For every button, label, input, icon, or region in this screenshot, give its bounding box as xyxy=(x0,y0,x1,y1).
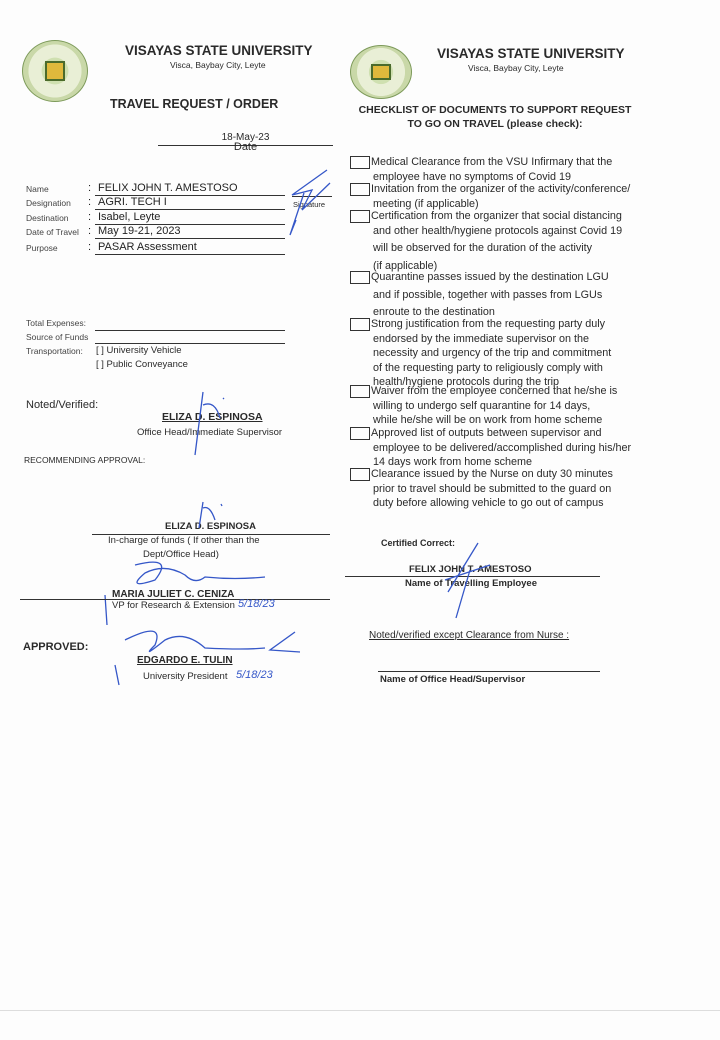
employee-signature xyxy=(440,540,500,620)
field-colon: : xyxy=(88,211,92,223)
checklist-item-text: enroute to the destination xyxy=(373,306,495,318)
checklist-item-text: Quarantine passes issued by the destination LGU xyxy=(371,271,609,283)
checklist-checkbox[interactable] xyxy=(350,183,370,196)
vp-sign-date: 5/18/23 xyxy=(238,598,275,610)
checklist-item-text: of the requesting party to religiously comply with xyxy=(373,361,603,374)
field-colon: : xyxy=(88,182,92,194)
field-label: Date of Travel xyxy=(26,227,79,237)
president-title: University President xyxy=(143,671,228,682)
signature-label: Signature xyxy=(293,200,326,209)
total-expenses-label: Total Expenses: xyxy=(26,318,87,328)
checklist-item-text: employee to be delivered/accomplished during his/her xyxy=(373,441,632,454)
noted-verified-label: Noted/Verified: xyxy=(26,399,99,411)
field-value: PASAR Assessment xyxy=(98,241,197,253)
university-address-right: Visca, Baybay City, Leyte xyxy=(468,63,564,73)
checklist-item-text: necessity and urgency of the trip and commitment xyxy=(373,347,612,359)
president-sign-date: 5/18/23 xyxy=(236,669,273,681)
form-title: TRAVEL REQUEST / ORDER xyxy=(110,97,279,111)
university-address: Visca, Baybay City, Leyte xyxy=(170,60,266,70)
checklist-item-text: 14 days work from home scheme xyxy=(373,456,533,468)
checklist-item-text: while he/she will be on work from home scheme xyxy=(373,414,603,426)
checklist-item-text: meeting (if applicable) xyxy=(373,197,479,210)
university-seal-logo-right xyxy=(350,45,412,99)
checklist-checkbox[interactable] xyxy=(350,385,370,398)
president-name: EDGARDO E. TULIN xyxy=(137,655,233,666)
field-label: Designation xyxy=(26,198,71,208)
checklist-item-text: will be observed for the duration of the activity xyxy=(373,242,593,254)
checklist-checkbox[interactable] xyxy=(350,468,370,481)
checklist-item-text: Strong justification from the requesting party duly xyxy=(371,318,606,330)
supervisor-title: Office Head/Immediate Supervisor xyxy=(137,427,283,438)
certified-correct-label: Certified Correct: xyxy=(381,538,456,548)
employee-caption: Name of Travelling Employee xyxy=(405,578,537,589)
vp-title: VP for Research & Extension xyxy=(112,600,235,611)
checklist-checkbox[interactable] xyxy=(350,210,370,223)
date-label: Date xyxy=(233,141,258,153)
approved-label: APPROVED: xyxy=(23,641,89,653)
vp-name: MARIA JULIET C. CENIZA xyxy=(112,589,235,600)
option-university-vehicle[interactable]: [ ] University Vehicle xyxy=(96,345,182,356)
funds-incharge-title-1: In-charge of funds ( If other than the xyxy=(108,535,260,546)
date-value: 18-May-23 xyxy=(221,132,270,143)
field-colon: : xyxy=(88,241,92,253)
employee-name: FELIX JOHN T. AMESTOSO xyxy=(409,564,532,575)
checklist-checkbox[interactable] xyxy=(350,156,370,169)
university-name-right: VISAYAS STATE UNIVERSITY xyxy=(437,46,625,61)
checklist-item-text: Certification from the organizer that social distancing xyxy=(371,210,622,222)
university-name: VISAYAS STATE UNIVERSITY xyxy=(125,43,313,58)
option-public-conveyance[interactable]: [ ] Public Conveyance xyxy=(96,359,188,370)
field-label: Name xyxy=(26,184,49,194)
office-head-caption: Name of Office Head/Supervisor xyxy=(380,674,526,685)
supervisor-name: ELIZA D. ESPINOSA xyxy=(162,411,263,423)
applicant-signature xyxy=(282,165,332,240)
checklist-checkbox[interactable] xyxy=(350,427,370,440)
field-value: Isabel, Leyte xyxy=(98,211,161,223)
field-label: Destination xyxy=(26,213,69,223)
checklist-item-text: duty before allowing vehicle to go out of campus xyxy=(373,497,604,509)
checklist-title-2: TO GO ON TRAVEL (please check): xyxy=(407,118,583,130)
checklist-item-text: Approved list of outputs between supervisor and xyxy=(371,427,602,439)
funds-incharge-title-2: Dept/Office Head) xyxy=(143,549,219,560)
field-value: FELIX JOHN T. AMESTOSO xyxy=(98,182,238,194)
nurse-clearance-note: Noted/verified except Clearance from Nurse : xyxy=(369,630,570,641)
source-of-funds-label: Source of Funds xyxy=(26,332,89,342)
field-colon: : xyxy=(88,196,92,208)
checklist-item-text: Waiver from the employee concerned that he/she is xyxy=(371,385,618,397)
checklist-item-text: Clearance issued by the Nurse on duty 30 minutes xyxy=(371,468,613,480)
field-label: Purpose xyxy=(26,243,58,253)
checklist-checkbox[interactable] xyxy=(350,271,370,284)
checklist-item-text: employee have no symptoms of Covid 19 xyxy=(373,170,572,183)
university-seal-logo xyxy=(22,40,88,102)
field-colon: : xyxy=(88,225,92,237)
field-value: May 19-21, 2023 xyxy=(98,225,181,237)
checklist-item-text: Medical Clearance from the VSU Infirmary that the xyxy=(371,156,613,168)
checklist-item-text: endorsed by the immediate supervisor on the xyxy=(373,332,590,345)
supervisor-signature xyxy=(190,390,230,460)
checklist-item-text: and other health/hygiene protocols against Covid 19 xyxy=(373,224,623,237)
checklist-item-text: health/hygiene protocols during the trip xyxy=(373,376,560,388)
checklist-checkbox[interactable] xyxy=(350,318,370,331)
checklist-item-text: willing to undergo self quarantine for 14 days, xyxy=(373,399,591,412)
funds-incharge-name: ELIZA D. ESPINOSA xyxy=(165,521,256,532)
checklist-item-text: Invitation from the organizer of the activity/conference/ xyxy=(371,183,631,195)
recommending-approval-label: RECOMMENDING APPROVAL: xyxy=(24,455,146,465)
funds-incharge-signature xyxy=(195,500,235,530)
field-value: AGRI. TECH I xyxy=(98,196,167,208)
checklist-title-1: CHECKLIST OF DOCUMENTS TO SUPPORT REQUEST xyxy=(358,104,632,116)
checklist-item-text: and if possible, together with passes from LGUs xyxy=(373,288,603,301)
checklist-item-text: prior to travel should be submitted to the guard on xyxy=(373,482,612,495)
checklist-item-text: (if applicable) xyxy=(373,259,438,272)
transportation-label: Transportation: xyxy=(26,346,83,356)
